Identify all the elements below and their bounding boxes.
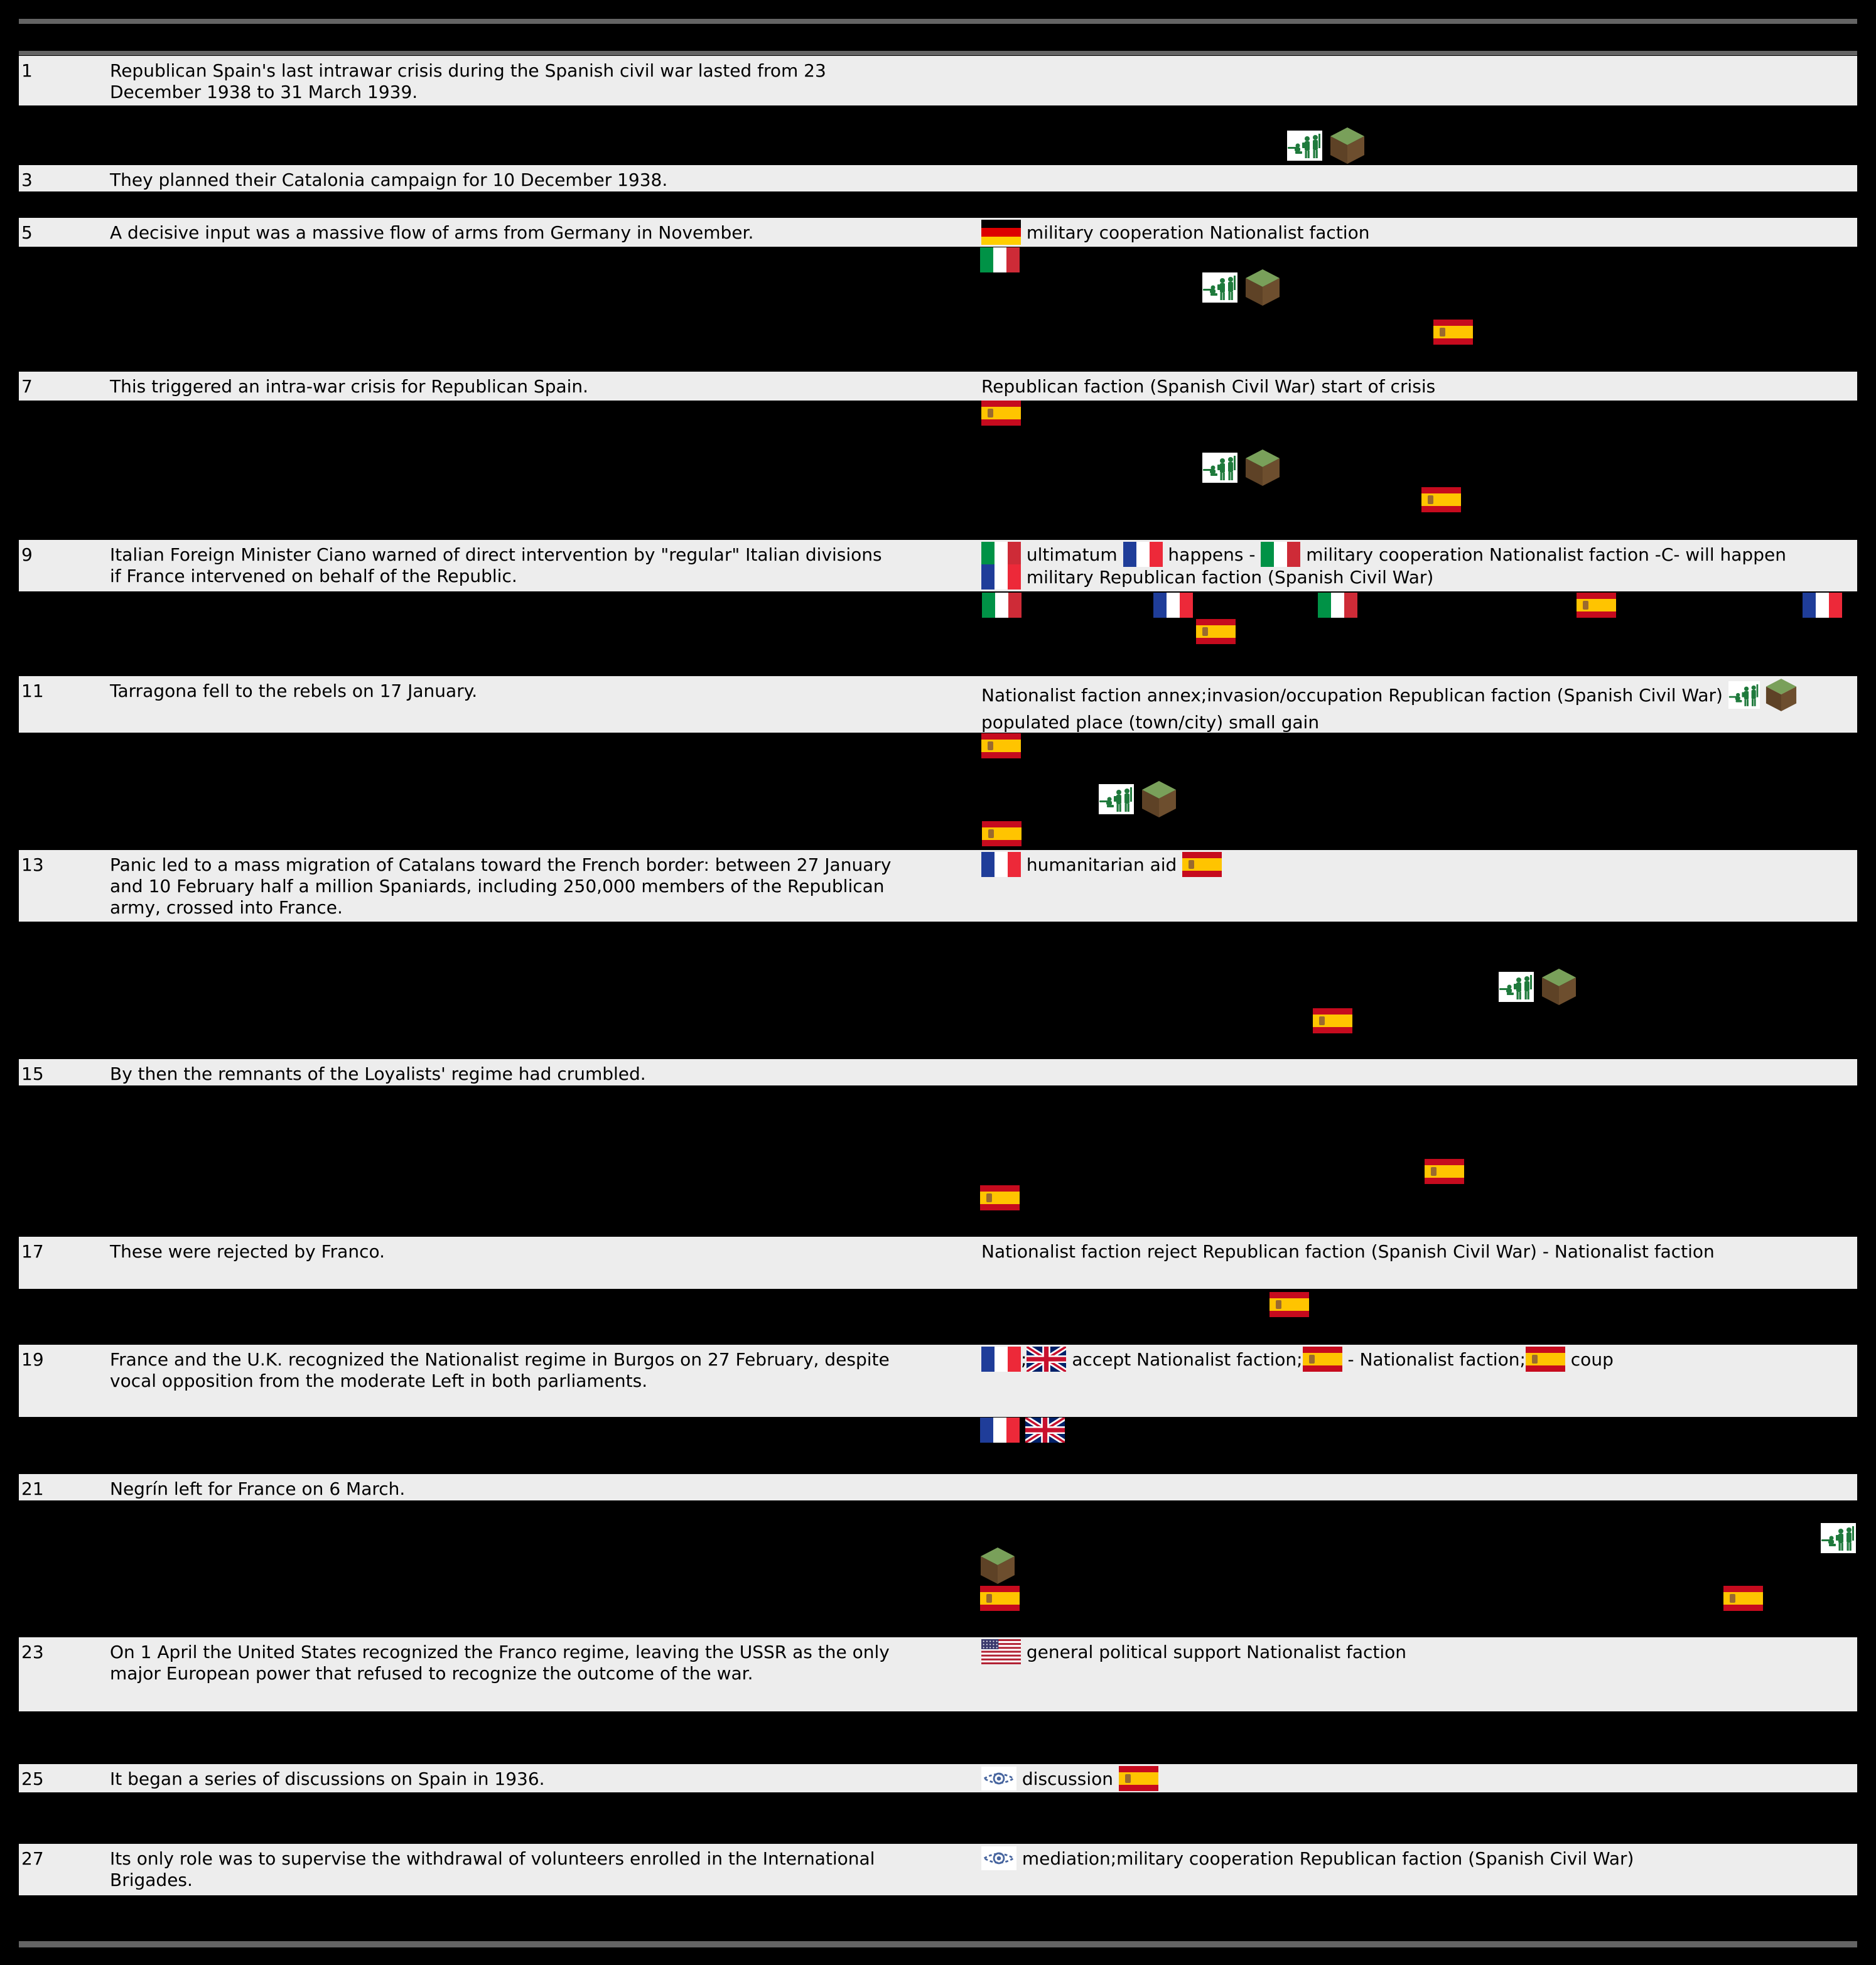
- france-flag: [981, 1347, 1021, 1372]
- annotation-text: general political support Nationalist faction: [1021, 1642, 1407, 1662]
- row-number: 21: [21, 1478, 44, 1499]
- table-row: [19, 1474, 1857, 1500]
- row-number: 3: [21, 170, 33, 190]
- grass-block-icon: [1141, 780, 1177, 818]
- row-number: 5: [21, 222, 33, 243]
- floating-grass-block-icon: [1141, 783, 1177, 818]
- row-sentence: France and the U.K. recognized the Nationalist regime in Burgos on 27 February, despite vocal opposition from the moderate Left in both parliaments.: [110, 1349, 890, 1391]
- row-number: 19: [21, 1349, 44, 1370]
- table-row: [19, 676, 1857, 733]
- header-divider-bar: [19, 51, 1857, 55]
- france-flag: [1803, 593, 1842, 618]
- table-row: [19, 1844, 1857, 1895]
- italy-flag: [1261, 542, 1300, 567]
- grass-block-icon: [1541, 968, 1577, 1006]
- spain-flag: [1433, 320, 1473, 345]
- spain-coat-of-arms: [1125, 1774, 1131, 1783]
- floating-spain-flag: [981, 736, 1021, 758]
- usa-flag: [981, 1639, 1021, 1664]
- italy-flag: [982, 593, 1022, 618]
- annotation-text: happens -: [1162, 544, 1261, 565]
- germany-flag: [981, 220, 1021, 245]
- spain-coat-of-arms: [1309, 1355, 1315, 1364]
- row-number: 1: [21, 60, 33, 81]
- floating-spain-flag: [1577, 595, 1616, 618]
- row-sentence: This triggered an intra-war crisis for Republican Spain.: [110, 376, 589, 397]
- france-flag: [980, 1418, 1020, 1443]
- floating-army-soldiers-icon: [1202, 455, 1237, 483]
- floating-france-flag: [1803, 595, 1842, 618]
- row-annotation: [981, 1768, 1798, 1791]
- grass-block-icon: [1765, 678, 1797, 712]
- spain-flag: [1421, 487, 1461, 512]
- italy-flag: [980, 247, 1020, 272]
- row-sentence: Negrín left for France on 6 March.: [110, 1478, 406, 1499]
- france-flag: [1153, 593, 1193, 618]
- row-sentence: A decisive input was a massive flow of arms from Germany in November.: [110, 222, 754, 243]
- annotation-text: accept Nationalist faction;: [1066, 1349, 1303, 1370]
- row-annotation: [981, 222, 1798, 245]
- spain-flag: [980, 1185, 1020, 1210]
- annotation-text: [1760, 685, 1765, 706]
- spain-coat-of-arms: [1319, 1016, 1325, 1025]
- army-soldiers-icon: [1499, 972, 1534, 1002]
- annotation-text: Republican faction (Spanish Civil War) start of crisis: [981, 376, 1436, 397]
- spain-coat-of-arms: [1431, 1167, 1437, 1176]
- table-row: [19, 540, 1857, 591]
- floating-spain-flag: [980, 1188, 1020, 1210]
- table-row: [19, 1237, 1857, 1289]
- annotation-text: - Nationalist faction;: [1342, 1349, 1526, 1370]
- spain-flag: [981, 733, 1021, 758]
- floating-italy-flag: [982, 595, 1022, 618]
- italy-flag: [981, 542, 1021, 567]
- floating-grass-block-icon: [1330, 129, 1365, 164]
- floating-army-soldiers-icon: [1499, 974, 1534, 1002]
- spain-coat-of-arms: [1428, 495, 1433, 504]
- table-row: [19, 1345, 1857, 1417]
- grass-block-icon: [980, 1547, 1015, 1585]
- row-sentence: Panic led to a mass migration of Catalans toward the French border: between 27 January and 10 February half a million Spaniards, including 250,000 members of the Republican army, crossed into France.: [110, 854, 892, 918]
- row-sentence: Tarragona fell to the rebels on 17 January.: [110, 681, 478, 701]
- army-soldiers-icon: [1287, 131, 1322, 161]
- annotation-text: military cooperation Nationalist faction -C- will happen: [1300, 544, 1786, 565]
- observer-eye-icon: [981, 1846, 1016, 1870]
- row-annotation: [981, 544, 1798, 590]
- annotation-text: coup: [1565, 1349, 1614, 1370]
- annotation-text: military Republican faction (Spanish Civil War): [1021, 567, 1434, 588]
- annotation-text: ultimatum: [1021, 544, 1123, 565]
- floating-france-flag: [1153, 595, 1193, 618]
- annotation-text: mediation;military cooperation Republican faction (Spanish Civil War): [1016, 1848, 1634, 1869]
- grass-block-icon: [1330, 127, 1365, 164]
- floating-italy-flag: [980, 250, 1020, 272]
- army-soldiers-icon: [1202, 453, 1237, 483]
- table-row: [19, 372, 1857, 401]
- row-number: 7: [21, 376, 33, 397]
- floating-army-soldiers-icon: [1202, 275, 1237, 303]
- row-number: 27: [21, 1848, 44, 1869]
- floating-spain-flag: [1425, 1161, 1464, 1184]
- grass-block-icon: [1245, 449, 1280, 487]
- bottom-divider-bar: [19, 1941, 1857, 1947]
- row-sentence: Italian Foreign Minister Ciano warned of direct intervention by "regular" Italian divisions if France intervened on behalf of the Republic.: [110, 544, 882, 586]
- spain-flag: [1119, 1766, 1158, 1791]
- row-annotation: [981, 1642, 1798, 1664]
- italy-flag: [1318, 593, 1357, 618]
- annotation-text: humanitarian aid: [1021, 854, 1183, 875]
- table-row: [19, 218, 1857, 247]
- france-flag: [981, 852, 1021, 877]
- row-annotation: [981, 1349, 1798, 1372]
- floating-uk-flag: [1025, 1420, 1065, 1443]
- row-number: 25: [21, 1768, 44, 1789]
- spain-coat-of-arms: [1276, 1300, 1281, 1309]
- annotation-text: ;: [1021, 1349, 1027, 1370]
- floating-spain-flag: [1421, 490, 1461, 512]
- spain-flag: [1526, 1347, 1565, 1372]
- spain-coat-of-arms: [1583, 601, 1588, 610]
- floating-france-flag: [980, 1420, 1020, 1443]
- spain-flag: [1313, 1008, 1352, 1033]
- spain-coat-of-arms: [1440, 328, 1445, 336]
- spain-coat-of-arms: [986, 1594, 992, 1603]
- row-sentence: Its only role was to supervise the withdrawal of volunteers enrolled in the International Brigades.: [110, 1848, 875, 1890]
- row-number: 13: [21, 854, 44, 875]
- top-divider-bar: [19, 19, 1857, 24]
- floating-grass-block-icon: [1245, 451, 1280, 487]
- spain-flag: [1182, 852, 1222, 877]
- uk-flag: [1027, 1347, 1066, 1372]
- spain-coat-of-arms: [988, 409, 993, 417]
- floating-grass-block-icon: [1245, 271, 1280, 306]
- spain-flag: [1723, 1586, 1763, 1611]
- annotation-text: discussion: [1016, 1768, 1119, 1789]
- row-number: 23: [21, 1642, 44, 1662]
- table-row: [19, 1059, 1857, 1085]
- floating-spain-flag: [982, 824, 1022, 846]
- spain-flag: [1425, 1159, 1464, 1184]
- row-annotation: [981, 854, 1798, 877]
- floating-italy-flag: [1318, 595, 1357, 618]
- spain-coat-of-arms: [1189, 860, 1194, 869]
- table-row: [19, 165, 1857, 191]
- row-sentence: Republican Spain's last intrawar crisis during the Spanish civil war lasted from 23 December 1938 to 31 March 1939.: [110, 60, 826, 102]
- table-row: [19, 1764, 1857, 1792]
- floating-spain-flag: [1196, 622, 1236, 644]
- spain-flag: [1270, 1292, 1309, 1317]
- spain-coat-of-arms: [988, 741, 993, 750]
- spain-flag: [980, 1586, 1020, 1611]
- army-soldiers-icon: [1821, 1523, 1856, 1553]
- spain-flag: [1577, 593, 1616, 618]
- observer-eye-icon: [981, 1767, 1016, 1790]
- row-number: 15: [21, 1063, 44, 1084]
- row-annotation: [981, 1241, 1798, 1262]
- annotation-text: Nationalist faction reject Republican faction (Spanish Civil War) - Nationalist faction: [981, 1241, 1715, 1262]
- row-sentence: These were rejected by Franco.: [110, 1241, 385, 1262]
- floating-spain-flag: [1723, 1588, 1763, 1611]
- spain-flag: [1303, 1347, 1342, 1372]
- spain-coat-of-arms: [1202, 627, 1208, 636]
- floating-army-soldiers-icon: [1287, 133, 1322, 161]
- floating-army-soldiers-icon: [1821, 1526, 1856, 1553]
- spain-coat-of-arms: [1532, 1355, 1538, 1364]
- army-soldiers-icon: [1202, 272, 1237, 303]
- table-row: [19, 56, 1857, 105]
- grass-block-icon: [1245, 269, 1280, 306]
- row-annotation: [981, 681, 1798, 733]
- floating-grass-block-icon: [980, 1549, 1015, 1585]
- row-number: 17: [21, 1241, 44, 1262]
- spain-flag: [981, 401, 1021, 426]
- france-flag: [981, 564, 1021, 590]
- annotation-text: military cooperation Nationalist faction: [1021, 222, 1370, 243]
- floating-grass-block-icon: [1541, 971, 1577, 1006]
- row-number: 11: [21, 681, 44, 701]
- floating-army-soldiers-icon: [1099, 787, 1134, 814]
- floating-spain-flag: [1270, 1295, 1309, 1317]
- spain-flag: [1196, 619, 1236, 644]
- table-row: [19, 850, 1857, 922]
- row-sentence: On 1 April the United States recognized the Franco regime, leaving the USSR as the only major European power that refused to recognize the outcome of the war.: [110, 1642, 890, 1684]
- floating-spain-flag: [1433, 322, 1473, 345]
- army-soldiers-icon: [1728, 681, 1760, 709]
- floating-spain-flag: [1313, 1011, 1352, 1033]
- row-sentence: It began a series of discussions on Spain in 1936.: [110, 1768, 545, 1789]
- table-row: [19, 1637, 1857, 1711]
- spain-coat-of-arms: [988, 829, 994, 838]
- spain-coat-of-arms: [986, 1193, 992, 1202]
- annotation-text: populated place (town/city) small gain: [981, 712, 1320, 733]
- row-sentence: They planned their Catalonia campaign for 10 December 1938.: [110, 170, 668, 190]
- floating-spain-flag: [980, 1588, 1020, 1611]
- army-soldiers-icon: [1099, 784, 1134, 814]
- floating-spain-flag: [981, 403, 1021, 426]
- annotation-text: Nationalist faction annex;invasion/occupation Republican faction (Spanish Civil War): [981, 685, 1728, 706]
- france-flag: [1123, 542, 1163, 567]
- row-sentence: By then the remnants of the Loyalists' regime had crumbled.: [110, 1063, 646, 1084]
- row-annotation: [981, 1848, 1798, 1870]
- row-annotation: [981, 376, 1798, 397]
- spain-flag: [982, 821, 1022, 846]
- spain-coat-of-arms: [1730, 1594, 1735, 1603]
- uk-flag: [1025, 1418, 1065, 1443]
- row-number: 9: [21, 544, 33, 565]
